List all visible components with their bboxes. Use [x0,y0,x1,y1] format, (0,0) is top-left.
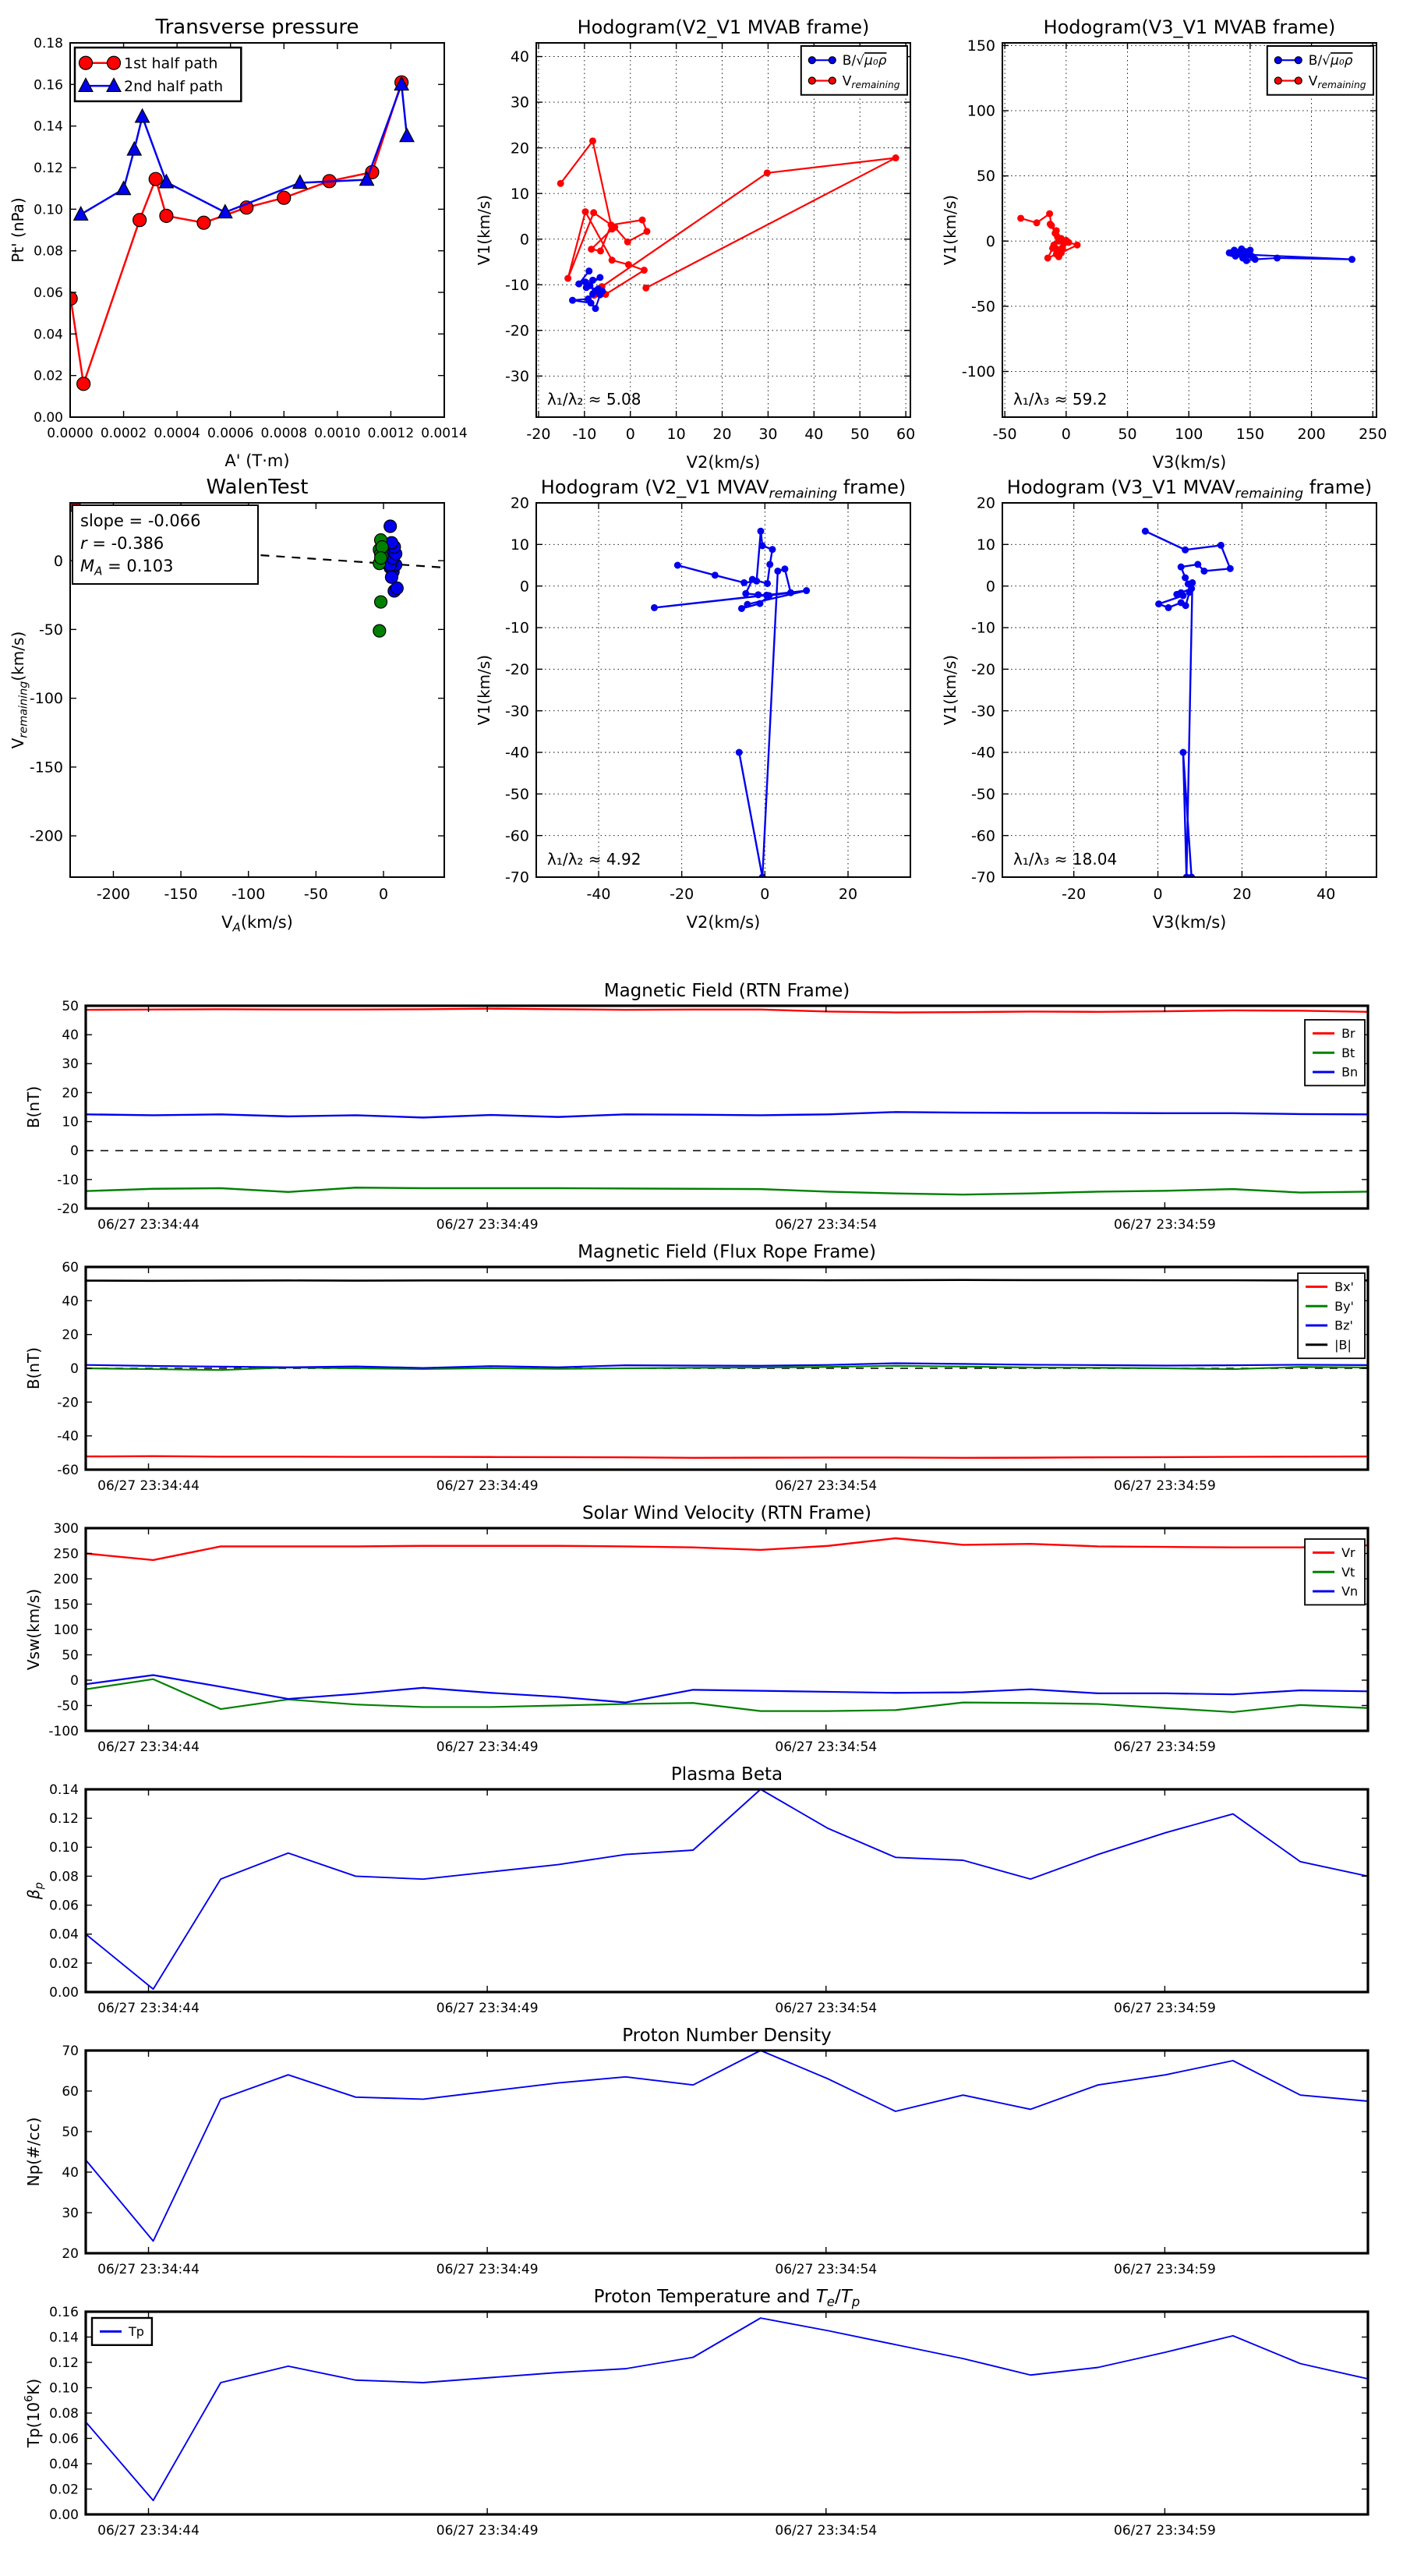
solar-wind-velocity-series-Vr [86,1538,1368,1560]
svg-text:-10: -10 [504,276,529,294]
magnetic-field-rtn-series-Br [86,1009,1368,1013]
magnetic-field-fluxrope-title: Magnetic Field (Flux Rope Frame) [578,1242,876,1262]
svg-text:-100: -100 [961,363,995,381]
proton-number-density-ticks [86,2051,1368,2253]
svg-text:-40: -40 [57,1428,79,1445]
svg-text:-10: -10 [504,619,529,637]
svg-text:0.12: 0.12 [49,1811,79,1828]
hodogram-v3v1-mvab-legend [1267,46,1373,95]
svg-text:0.14: 0.14 [34,119,63,135]
svg-text:0: 0 [625,426,635,443]
svg-text:0.16: 0.16 [34,77,63,94]
svg-text:Tp: Tp [129,2324,144,2339]
svg-text:-150: -150 [29,759,63,777]
svg-text:30: 30 [510,94,529,111]
magnetic-field-rtn-title: Magnetic Field (RTN Frame) [603,981,850,1001]
svg-text:10: 10 [510,536,529,554]
svg-text:60: 60 [896,426,916,443]
proton-number-density-title: Proton Number Density [622,2026,832,2046]
plasma-beta-title: Plasma Beta [670,1764,783,1785]
svg-text:0.08: 0.08 [49,1869,79,1885]
svg-text:0.02: 0.02 [49,1955,79,1972]
hodogram-v3v1-mvav-title: Hodogram (V3_V1 $MVAV_{remaining}$ frame) [1006,476,1373,502]
hodogram-v2v1-mvab-series-v-remaining [557,137,899,299]
svg-text:0.08: 0.08 [34,243,63,260]
svg-text:100: 100 [967,102,995,120]
svg-text:-20: -20 [504,322,529,340]
svg-text:-70: -70 [970,869,995,886]
svg-text:0: 0 [519,578,529,596]
svg-text:-10: -10 [572,426,597,443]
svg-text:Vremaining: $V_{remaining}$ [842,73,900,91]
svg-text:Br: Br [1341,1026,1355,1041]
solar-wind-velocity [24,1503,1368,1755]
svg-text:-30: -30 [504,367,529,385]
svg-text:30: 30 [62,1056,79,1073]
svg-text:-200: -200 [29,827,63,845]
transverse-pressure-series-first-half-path [64,76,408,391]
hodogram-v3v1-mvab-title: Hodogram(V3_V1 MVAB frame) [1043,16,1336,38]
proton-temperature-tick-labels [49,2305,1216,2539]
svg-text:06/27 23:34:54: 06/27 23:34:54 [775,2262,878,2277]
magnetic-field-fluxrope-tick-labels [57,1260,1216,1494]
svg-text:06/27 23:34:44: 06/27 23:34:44 [97,2001,200,2016]
svg-text:0.00: 0.00 [49,2507,79,2523]
solar-wind-velocity-legend [1305,1539,1365,1605]
svg-text:-50: -50 [970,785,995,803]
svg-text:40: 40 [62,2164,79,2181]
svg-text:0.0002: 0.0002 [100,426,147,441]
walen-test-xlabel: $V_A(km/s)$ [221,913,293,935]
svg-text:slope = -0.066: slope = -0.066 [80,511,201,530]
svg-text:|B|: |B| [1334,1337,1352,1353]
svg-text:0.12: 0.12 [34,160,63,176]
svg-text:2nd half path: 2nd half path [124,77,224,95]
solar-wind-velocity-ylabel: Vsw(km/s) [24,1588,43,1671]
svg-text:20: 20 [1232,886,1252,903]
plasma-beta-ylabel: $\beta_p$ [24,1882,46,1899]
svg-text:06/27 23:34:44: 06/27 23:34:44 [97,2523,200,2539]
hodogram-v3v1-mvab-series [1017,211,1355,264]
svg-text:0.10: 0.10 [49,2380,79,2397]
svg-text:0: 0 [70,1361,79,1377]
svg-text:0: 0 [985,232,995,250]
svg-text:-70: -70 [504,869,529,886]
magnetic-field-fluxrope-series-B-magnitude [86,1280,1368,1281]
proton-temperature-ticks [86,2312,1368,2514]
svg-text:200: 200 [53,1571,79,1587]
svg-text:0: 0 [760,886,770,903]
walen-test-series-green-points [373,534,388,637]
svg-text:20: 20 [62,2245,79,2262]
svg-text:06/27 23:34:59: 06/27 23:34:59 [1114,2001,1216,2016]
transverse-pressure-xlabel: A' (T·m) [224,451,290,470]
hodogram-v2v1-mvav-series-b-path [651,528,810,881]
svg-text:250: 250 [53,1546,79,1562]
svg-text:20: 20 [62,1327,79,1343]
svg-text:06/27 23:34:49: 06/27 23:34:49 [436,1478,539,1494]
svg-text:50: 50 [976,168,995,186]
hodogram-v3v1-mvav [941,476,1376,932]
solar-wind-velocity-series-Vn [86,1675,1368,1703]
svg-text:0.0010: 0.0010 [314,426,361,441]
hodogram-v2v1-mvav-annotation: λ₁/λ₂ ≈ 4.92 [547,850,641,869]
svg-text:0: 0 [70,1672,79,1689]
svg-text:06/27 23:34:54: 06/27 23:34:54 [775,2523,878,2539]
svg-text:0: 0 [70,1143,79,1159]
svg-text:r = -0.386: r = -0.386 [80,534,164,553]
proton-number-density [24,2026,1368,2277]
solar-wind-velocity-series-Vt [86,1679,1368,1712]
hodogram-v2v1-mvav-series [651,528,810,881]
svg-text:0: 0 [53,552,63,570]
hodogram-v2v1-mvab-ticks [536,43,910,417]
svg-text:06/27 23:34:59: 06/27 23:34:59 [1114,1739,1216,1755]
walen-test-ylabel: $V_{remaining}(km/s)$ [9,631,30,749]
svg-text:0.16: 0.16 [49,2304,79,2320]
svg-text:0: 0 [378,886,389,903]
svg-text:-20: -20 [57,1201,79,1217]
svg-text:40: 40 [510,48,529,66]
svg-text:0.18: 0.18 [34,35,63,51]
svg-text:20: 20 [838,886,858,903]
svg-text:06/27 23:34:54: 06/27 23:34:54 [775,1217,878,1233]
hodogram-v2v1-mvab-title: Hodogram(V2_V1 MVAB frame) [577,16,870,38]
svg-text:150: 150 [1235,426,1265,443]
svg-text:-10: -10 [970,619,995,637]
magnetic-field-fluxrope-ylabel: B(nT) [24,1346,43,1390]
svg-text:-20: -20 [1062,886,1087,903]
svg-text:-50: -50 [38,621,63,639]
svg-text:50: 50 [62,2124,79,2140]
svg-text:-50: -50 [303,886,328,903]
svg-text:-30: -30 [504,702,529,720]
svg-text:-60: -60 [970,827,995,845]
svg-text:06/27 23:34:54: 06/27 23:34:54 [775,1739,878,1755]
hodogram-v2v1-mvav-tick-labels [505,495,857,903]
svg-text:06/27 23:34:59: 06/27 23:34:59 [1114,1478,1216,1494]
magnetic-field-fluxrope-series-Bx-prime [86,1456,1368,1458]
svg-text:-100: -100 [48,1723,79,1739]
svg-text:0.06: 0.06 [49,2431,79,2447]
magnetic-field-rtn-ticks [86,1006,1368,1208]
svg-text:0.0014: 0.0014 [421,426,468,441]
magnetic-field-rtn-ylabel: B(nT) [24,1085,43,1129]
svg-text:0.04: 0.04 [34,327,63,343]
hodogram-v3v1-mvav-annotation: λ₁/λ₃ ≈ 18.04 [1013,850,1118,869]
hodogram-v2v1-mvav [475,476,910,932]
hodogram-v3v1-mvav-series [1142,528,1234,881]
svg-text:0: 0 [1153,886,1163,903]
svg-text:0.00: 0.00 [34,409,63,426]
svg-text:10: 10 [976,536,995,554]
hodogram-v2v1-mvav-xlabel: V2(km/s) [686,913,761,932]
solar-wind-velocity-title: Solar Wind Velocity (RTN Frame) [581,1503,872,1523]
svg-text:20: 20 [976,494,995,512]
svg-text:50: 50 [1118,426,1137,443]
svg-text:-20: -20 [670,886,694,903]
svg-text:60: 60 [62,2083,79,2100]
svg-text:Bz': Bz' [1334,1318,1353,1333]
svg-text:0.10: 0.10 [49,1840,79,1856]
proton-number-density-series [86,2051,1368,2241]
svg-text:Bt: Bt [1341,1045,1355,1060]
hodogram-v2v1-mvab-tick-labels [505,48,915,443]
svg-text:0.14: 0.14 [49,1782,79,1798]
svg-text:06/27 23:34:49: 06/27 23:34:49 [436,2001,539,2016]
transverse-pressure-series [64,76,414,391]
svg-text:30: 30 [758,426,778,443]
hodogram-v3v1-mvav-ylabel: V1(km/s) [941,654,959,726]
hodogram-v2v1-mvab-series [557,137,899,312]
svg-text:0.02: 0.02 [49,2482,79,2498]
svg-text:06/27 23:34:49: 06/27 23:34:49 [436,2523,539,2539]
svg-text:06/27 23:34:44: 06/27 23:34:44 [97,1739,200,1755]
svg-text:Vremaining: $V_{remaining}$ [1308,73,1366,91]
svg-text:0.06: 0.06 [34,285,63,301]
svg-text:250: 250 [1359,426,1387,443]
magnetic-field-rtn-series-Bt [86,1187,1368,1194]
svg-text:B/√μ₀ρ: B/√μ₀ρ [1308,53,1353,69]
svg-text:-20: -20 [57,1395,79,1411]
hodogram-v3v1-mvav-series-b-path [1142,528,1234,881]
magnetic-field-rtn-tick-labels [57,999,1216,1233]
svg-text:50: 50 [62,1647,79,1664]
svg-text:-30: -30 [970,702,995,720]
hodogram-v3v1-mvav-tick-labels [971,495,1335,903]
svg-text:-60: -60 [504,827,529,845]
plasma-beta-tick-labels [49,1782,1216,2016]
hodogram-v3v1-mvab-series-v-remaining [1017,211,1080,262]
hodogram-v2v1-mvab-annotation: λ₁/λ₂ ≈ 5.08 [547,390,641,409]
svg-text:Bn: Bn [1341,1064,1359,1080]
proton-temperature-series-Tp [86,2318,1368,2500]
svg-text:50: 50 [850,426,870,443]
walen-test-stats-box [72,505,258,584]
proton-temperature-legend [92,2318,152,2345]
transverse-pressure-ylabel: Pt' (nPa) [9,197,27,263]
svg-text:-10: -10 [57,1172,79,1188]
svg-text:Bx': Bx' [1334,1279,1354,1294]
svg-text:Vr: Vr [1341,1545,1355,1560]
svg-text:70: 70 [62,2043,79,2059]
svg-text:0.0004: 0.0004 [154,426,200,441]
transverse-pressure-title: Transverse pressure [155,16,359,39]
transverse-pressure-legend [75,48,241,101]
hodogram-v2v1-mvab-grid [536,43,910,417]
svg-text:0.0012: 0.0012 [367,426,415,441]
svg-text:B/√μ₀ρ: B/√μ₀ρ [842,53,887,69]
svg-text:10: 10 [510,185,529,203]
magnetic-field-fluxrope-legend [1298,1273,1365,1358]
svg-text:-50: -50 [504,785,529,803]
svg-text:0: 0 [985,578,995,596]
svg-text:10: 10 [62,1114,79,1131]
magnetic-field-rtn-legend [1305,1020,1365,1085]
svg-text:40: 40 [62,1293,79,1310]
svg-text:06/27 23:34:49: 06/27 23:34:49 [436,2262,539,2277]
hodogram-v3v1-mvab-annotation: λ₁/λ₃ ≈ 59.2 [1013,390,1108,409]
proton-temperature-ylabel: $Tp(10^6K)$ [23,2378,43,2448]
proton-temperature-series [86,2318,1368,2500]
svg-text:-20: -20 [526,426,551,443]
plasma-beta-series [86,1789,1368,1989]
svg-text:06/27 23:34:59: 06/27 23:34:59 [1114,1217,1216,1233]
hodogram-v2v1-mvab-ylabel: V1(km/s) [475,194,493,266]
svg-text:150: 150 [53,1597,79,1613]
plasma-beta-series-beta-p [86,1789,1368,1989]
svg-text:0.0006: 0.0006 [207,426,254,441]
svg-text:0.04: 0.04 [49,2456,79,2472]
svg-text:-60: -60 [57,1462,79,1478]
svg-text:20: 20 [510,494,529,512]
svg-text:150: 150 [967,37,995,55]
svg-text:06/27 23:34:44: 06/27 23:34:44 [97,1478,200,1494]
svg-text:Vt: Vt [1341,1564,1355,1580]
plasma-beta [24,1764,1368,2016]
hodogram-v2v1-mvab-xlabel: V2(km/s) [686,453,761,472]
svg-text:40: 40 [62,1028,79,1044]
hodogram-v2v1-mvav-ticks [536,503,910,877]
hodogram-v3v1-mvab [941,16,1387,472]
svg-text:06/27 23:34:59: 06/27 23:34:59 [1114,2262,1216,2277]
hodogram-v2v1-mvab-series-b-normalized [569,267,606,312]
hodogram-v2v1-mvav-ylabel: V1(km/s) [475,654,493,726]
svg-text:100: 100 [53,1622,79,1638]
hodogram-v2v1-mvav-grid [536,503,910,877]
svg-text:-20: -20 [504,660,529,678]
hodogram-v3v1-mvab-xlabel: V3(km/s) [1152,453,1227,472]
magnetic-field-rtn-series-Bn [86,1112,1368,1117]
svg-text:0: 0 [519,231,529,249]
walen-test-title: WalenTest [206,476,309,499]
svg-text:-200: -200 [96,886,131,903]
solar-wind-velocity-series [86,1538,1368,1712]
hodogram-v3v1-mvab-tick-labels [962,37,1387,443]
proton-temperature-title: Proton Temperature and $T_e/T_p$ [593,2287,861,2310]
svg-text:300: 300 [53,1520,79,1537]
magnetic-field-fluxrope [24,1242,1368,1494]
proton-number-density-ylabel: Np(#/cc) [24,2117,43,2187]
svg-text:06/27 23:34:59: 06/27 23:34:59 [1114,2523,1216,2539]
svg-text:-40: -40 [504,744,529,762]
magnetic-field-rtn [24,981,1368,1233]
svg-text:20: 20 [510,140,529,157]
svg-text:-100: -100 [29,690,63,708]
svg-text:0.00: 0.00 [49,1984,79,2001]
svg-text:0.02: 0.02 [34,368,63,384]
svg-text:-40: -40 [586,886,611,903]
svg-text:06/27 23:34:49: 06/27 23:34:49 [436,1739,539,1755]
svg-text:0.06: 0.06 [49,1898,79,1914]
svg-text:-50: -50 [970,298,995,316]
hodogram-v2v1-mvab-legend [801,46,907,95]
svg-text:06/27 23:34:44: 06/27 23:34:44 [97,1217,200,1233]
solar-wind-velocity-tick-labels [48,1521,1215,1755]
walen-test-tick-labels [30,553,388,903]
transverse-pressure [9,16,468,470]
svg-text:0.04: 0.04 [49,1927,79,1943]
svg-text:-50: -50 [992,426,1017,443]
hodogram-v3v1-mvab-series-b-normalized [1226,246,1355,264]
svg-text:-50: -50 [57,1698,79,1714]
svg-text:06/27 23:34:54: 06/27 23:34:54 [775,2001,878,2016]
svg-text:0.0008: 0.0008 [260,426,308,441]
hodogram-v2v1-mvab [475,16,915,472]
svg-text:20: 20 [712,426,732,443]
svg-text:0.14: 0.14 [49,2330,79,2346]
svg-text:-100: -100 [231,886,266,903]
svg-text:20: 20 [62,1085,79,1102]
svg-text:06/27 23:34:44: 06/27 23:34:44 [97,2262,200,2277]
svg-text:-20: -20 [970,660,995,678]
svg-text:06/27 23:34:49: 06/27 23:34:49 [436,1217,539,1233]
svg-text:MA = 0.103: $M_A = 0.103$ [80,557,174,579]
svg-text:200: 200 [1297,426,1326,443]
svg-text:100: 100 [1175,426,1203,443]
hodogram-v2v1-mvav-title: Hodogram (V2_V1 $MVAV_{remaining}$ frame) [540,476,906,502]
walen-test [9,476,444,935]
svg-text:-40: -40 [970,744,995,762]
svg-text:0.10: 0.10 [34,202,63,218]
svg-text:10: 10 [666,426,686,443]
svg-text:By': By' [1334,1298,1354,1314]
svg-text:06/27 23:34:54: 06/27 23:34:54 [775,1478,878,1494]
proton-temperature [23,2287,1368,2539]
svg-text:50: 50 [62,998,79,1014]
svg-text:1st half path: 1st half path [124,55,218,73]
svg-text:40: 40 [804,426,824,443]
svg-text:60: 60 [62,1259,79,1276]
proton-number-density-series-Np [86,2051,1368,2241]
svg-text:30: 30 [62,2205,79,2221]
svg-text:0.08: 0.08 [49,2405,79,2422]
svg-text:40: 40 [1316,886,1336,903]
hodogram-v3v1-mvab-ylabel: V1(km/s) [941,194,959,266]
svg-text:0.12: 0.12 [49,2355,79,2371]
svg-text:-150: -150 [164,886,198,903]
svg-text:0.0000: 0.0000 [47,426,94,441]
svg-text:Vn: Vn [1341,1583,1359,1599]
magnetic-field-rtn-series [86,1009,1368,1194]
hodogram-v3v1-mvav-xlabel: V3(km/s) [1152,913,1227,932]
svg-text:0: 0 [1061,426,1071,443]
